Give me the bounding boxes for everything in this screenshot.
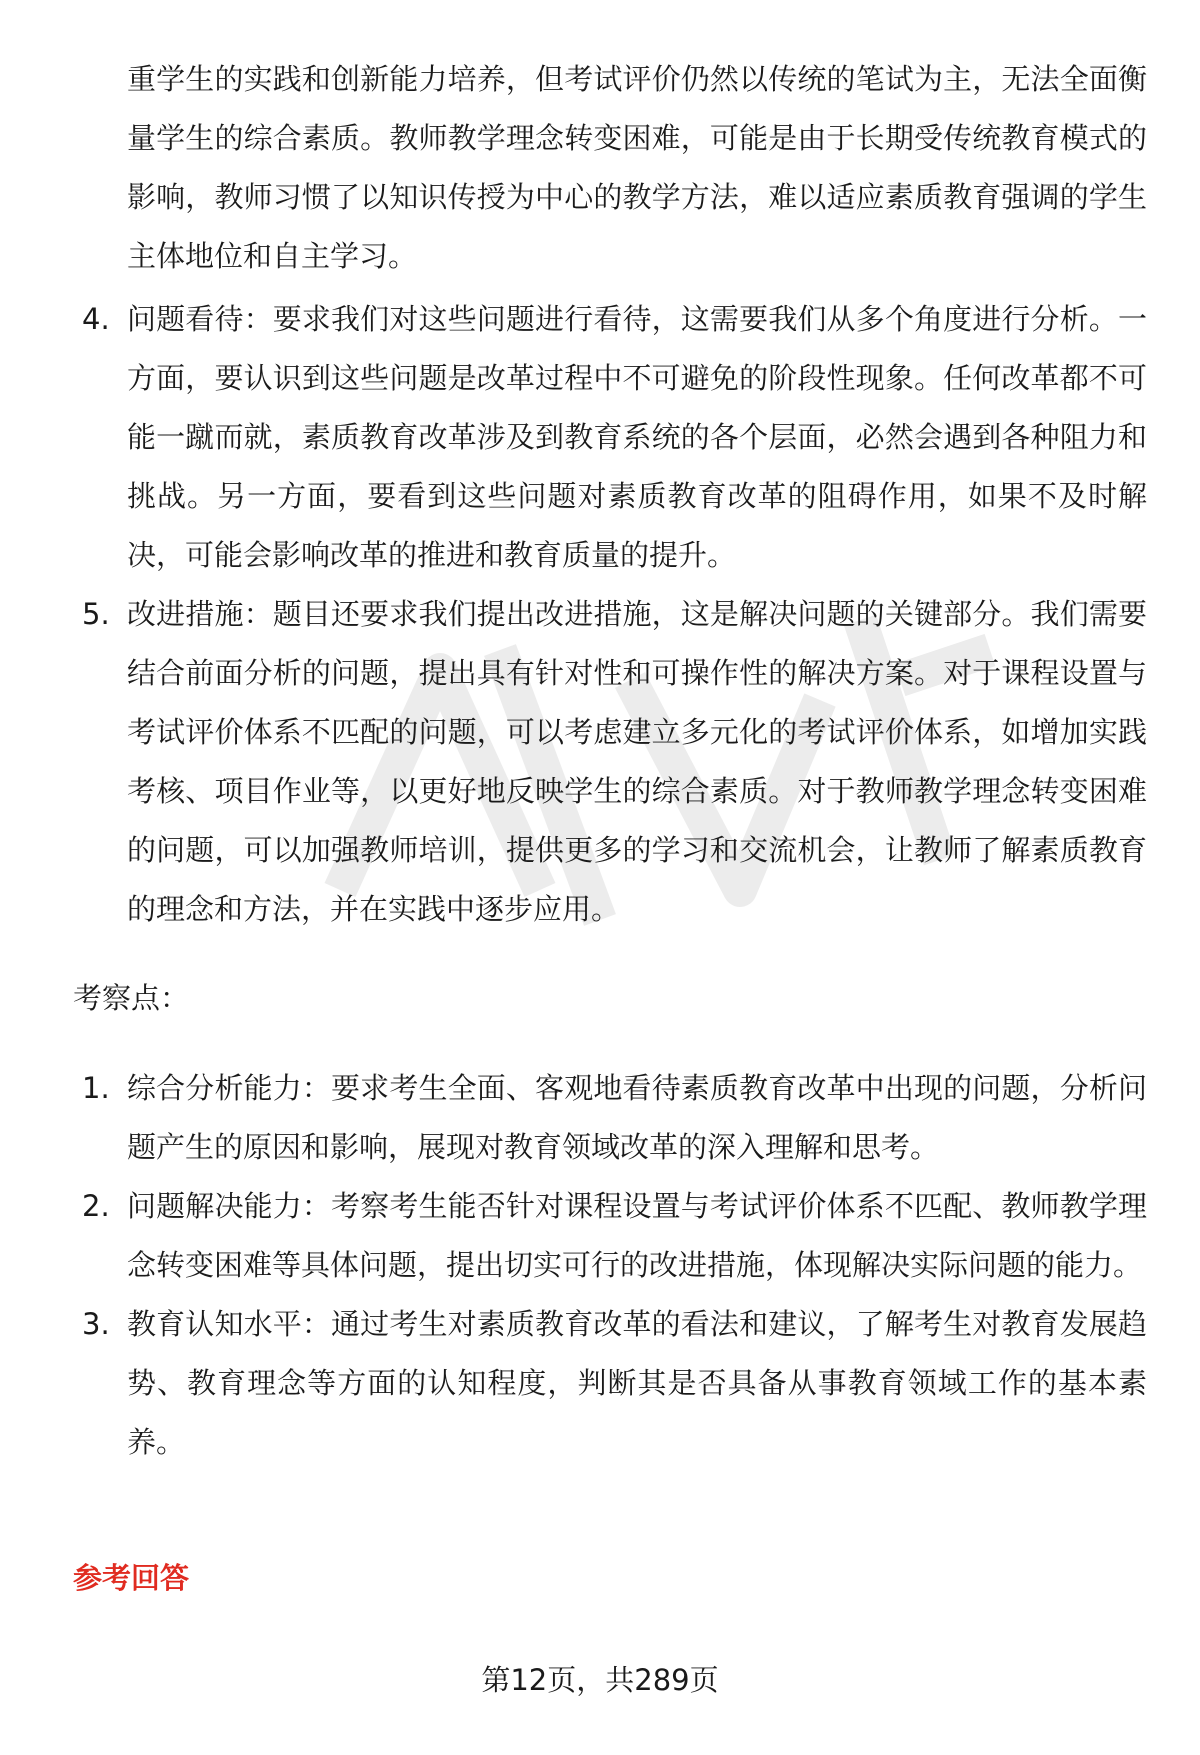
list-number: 4. <box>82 302 110 336</box>
list-item <box>0 1177 1147 1295</box>
list-item <box>0 1059 1147 1177</box>
continuation-paragraph <box>127 50 1147 286</box>
list-text: 问题看待：要求我们对这些问题进行看待，这需要我们从多个角度进行分析。一方面，要认识到这些问题是改革过程中不可避免的阶段性现象。任何改革都不可能一蹴而就，素质教育改革涉及到教育系统的各个层面，必然会遇到各种阻力和挑战。另一方面，要看到这些问题对素质教育改革的阻碍作用，如果不及时解决，可能会影响改革的推进和教育质量的提升。 <box>127 302 1147 572</box>
points-list <box>0 1059 1147 1472</box>
list-text: 改进措施：题目还要求我们提出改进措施，这是解决问题的关键部分。我们需要结合前面分析的问题，提出具有针对性和可操作性的解决方案。对于课程设置与考试评价体系不匹配的问题，可以考虑建立多元化的考试评价体系，如增加实践考核、项目作业等，以更好地反映学生的综合素质。对于教师教学理念转变困难的问题，可以加强教师培训，提供更多的学习和交流机会，让教师了解素质教育的理念和方法，并在实践中逐步应用。 <box>127 597 1147 926</box>
list-number: 3. <box>82 1307 110 1341</box>
list-item <box>0 290 1147 585</box>
list-item <box>0 1295 1147 1472</box>
list-number: 5. <box>82 597 110 631</box>
list-number: 2. <box>82 1189 110 1223</box>
analysis-list <box>0 290 1147 939</box>
continuation-text: 重学生的实践和创新能力培养，但考试评价仍然以传统的笔试为主，无法全面衡量学生的综合素质。教师教学理念转变困难，可能是由于长期受传统教育模式的影响，教师习惯了以知识传授为中心的教学方法，难以适应素质教育强调的学生主体地位和自主学习。 <box>127 62 1147 273</box>
list-item <box>0 585 1147 939</box>
list-number: 1. <box>82 1071 110 1105</box>
list-text: 综合分析能力：要求考生全面、客观地看待素质教育改革中出现的问题，分析问题产生的原因和影响，展现对教育领域改革的深入理解和思考。 <box>127 1071 1147 1164</box>
list-text: 问题解决能力：考察考生能否针对课程设置与考试评价体系不匹配、教师教学理念转变困难等具体问题，提出切实可行的改进措施，体现解决实际问题的能力。 <box>127 1189 1147 1282</box>
page-number: 第12页，共289页 <box>481 1663 719 1697</box>
points-heading: 考察点： <box>73 981 190 1015</box>
list-text: 教育认知水平：通过考生对素质教育改革的看法和建议，了解考生对教育发展趋势、教育理念等方面的认知程度，判断其是否具备从事教育领域工作的基本素养。 <box>127 1307 1147 1459</box>
reference-answer-heading: 参考回答 <box>73 1561 190 1595</box>
